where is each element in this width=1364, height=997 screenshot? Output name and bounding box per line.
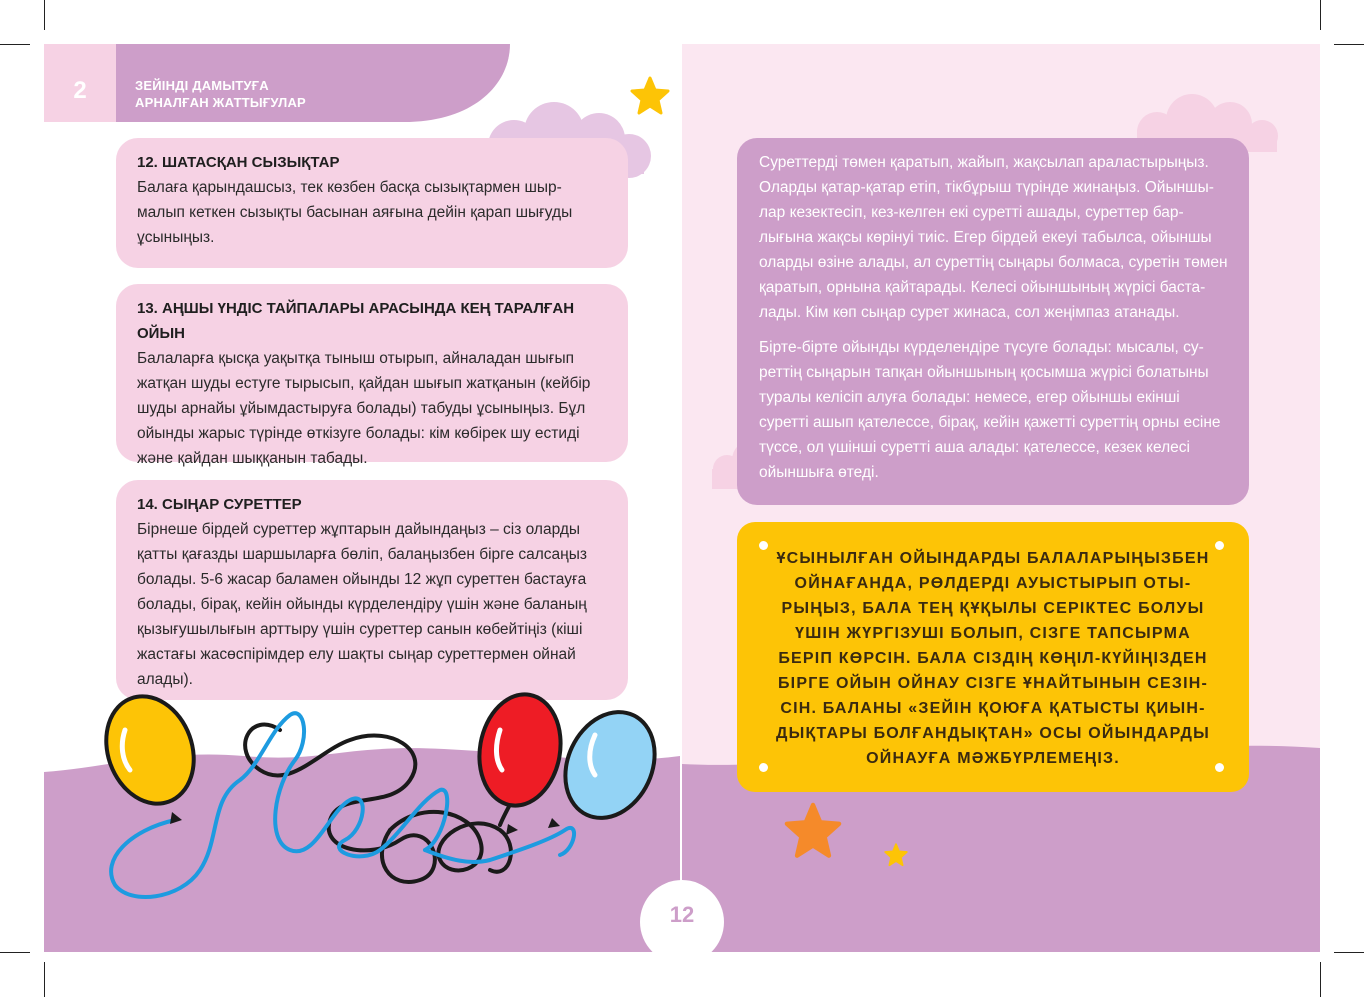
- yellow-star-icon: [630, 76, 670, 116]
- notice-corner-dot: [759, 763, 768, 772]
- exercise-card-12: [116, 138, 628, 268]
- crop-mark: [0, 952, 30, 953]
- orange-star-icon: [784, 802, 842, 860]
- exercise-title: 14. СЫҢАР СУРЕТТЕР: [137, 496, 302, 513]
- exercise-card-14: [116, 480, 628, 700]
- crop-mark: [1334, 952, 1364, 953]
- balloons-illustration: [90, 690, 670, 910]
- footer-page-number-badge: [640, 880, 724, 964]
- exercise-card-13: [116, 284, 628, 467]
- notice-corner-dot: [1215, 541, 1224, 550]
- footer-page-number: 12: [669, 902, 695, 927]
- crop-mark: [44, 0, 45, 30]
- exercise-text: Балаларға қысқа уақытқа тыныш отырып, айналадан шығып жатқан шуды естуге тырысып, қайдан шығып жатқанын (кейбір шуды арнайы ұйымдастыруға болады) табуды ұсыныңыз. Бұл ойынды жарыс түрінде өткізуге болады: кім көбірек шу естиді және қайдан шыққанын табады.: [137, 350, 591, 467]
- crop-mark: [44, 962, 45, 997]
- notice-text: ҰСЫНЫЛҒАН ОЙЫНДАРДЫ БАЛАЛАРЫҢЫЗБЕН ОЙНАҒАНДА, РӨЛДЕРДІ АУЫСТЫРЫП ОТЫ-РЫҢЫЗ, БАЛА ТЕҢ ҚҰҚЫЛЫ СЕРІКТЕС БОЛУЫ ҮШІН ЖҮРГІЗУШІ БОЛЫП, СІЗГЕ ТАПСЫРМА БЕРІП КӨРСІН. БАЛА СІЗДІҢ КӨҢІЛ-КҮЙІҢІЗДЕН БІРГЕ ОЙЫН ОЙНАУ СІЗГЕ ҰНАЙТЫНЫН СЕЗІН-СІН. БАЛАНЫ «ЗЕЙІН ҚОЮҒА ҚАТЫСТЫ ҚИЫН-ДЫҚТАРЫ БОЛҒАНДЫҚТАН» ОСЫ ОЙЫНДАРДЫ ОЙНАУҒА МӘЖБҮРЛЕМЕҢІЗ.: [776, 550, 1210, 767]
- continuation-card: [737, 138, 1249, 505]
- exercise-text: Бірнеше бірдей суреттер жұптарын дайындаңыз – сіз оларды қатты қағазды шаршыларға бөліп, балаңызбен бірге салсаңыз болады. 5-6 жасар баламен ойынды 12 жұп суреттен бастауға болады, бірақ, кейін ойынды күрделендіру үшін және баланың қызығушылығын арттыру үшін суреттер санын көбейтіңіз (кіші жастағы жасөспірімдер елу шақты сыңар суреттермен ойнай алады).: [137, 521, 587, 688]
- continuation-paragraph-2: Біртe-бірте ойынды күрделендіре түсуге болады: мысалы, су-реттің сыңарын тапқан ойыншының қосымша жүрісі болатыны туралы келісіп алуға болады: немесе, егер ойыншы екінші суретті ашып қателессе, бірақ, кейін қажетті суреттің орны есіне түссе, ол үшінші суретті аша алады: қателессе, кезек келесі ойыншыға өтеді.: [759, 339, 1221, 481]
- section-title-line-2: АРНАЛҒАН ЖАТТЫҒУЛАР: [135, 95, 306, 110]
- small-yellow-star-icon: [884, 843, 908, 867]
- header-page-number: 2: [73, 77, 87, 104]
- section-title-line-1: ЗЕЙІНДІ ДАМЫТУҒА: [135, 78, 269, 93]
- notice-corner-dot: [1215, 763, 1224, 772]
- notice-corner-dot: [759, 541, 768, 550]
- exercise-title: 12. ШАТАСҚАН СЫЗЫҚТАР: [137, 154, 340, 171]
- section-title: [135, 77, 395, 111]
- continuation-paragraph-1: Суреттерді төмен қаратып, жайып, жақсылап араластырыңыз. Оларды қатар-қатар етіп, тікбұрыш түрінде жинаңыз. Ойыншы-лар кезектесіп, кез-келген екі суретті ашады, суреттер бар-лығына жақсы көрінуі тиіс. Егер бірдей екеуі табылса, ойыншы оларды өзіне алады, ал суреттің сыңары болмаса, суретін төмен қаратып, орнына қайтарады. Келесі ойыншының жүрісі баста-лады. Кім көп сыңар сурет жинаса, сол жеңімпаз атанады.: [759, 154, 1228, 321]
- crop-mark: [1334, 44, 1364, 45]
- notice-card: [737, 522, 1249, 792]
- crop-mark: [1320, 962, 1321, 997]
- crop-mark: [0, 44, 30, 45]
- exercise-title: 13. АҢШЫ ҮНДІС ТАЙПАЛАРЫ АРАСЫНДА КЕҢ ТАРАЛҒАН ОЙЫН: [137, 300, 575, 342]
- exercise-text: Балаға қарындашсыз, тек көзбен басқа сызықтармен шыр-малып кеткен сызықты басынан аяғына дейін қарап шығуды ұсыныңыз.: [137, 179, 573, 246]
- crop-mark: [1320, 0, 1321, 30]
